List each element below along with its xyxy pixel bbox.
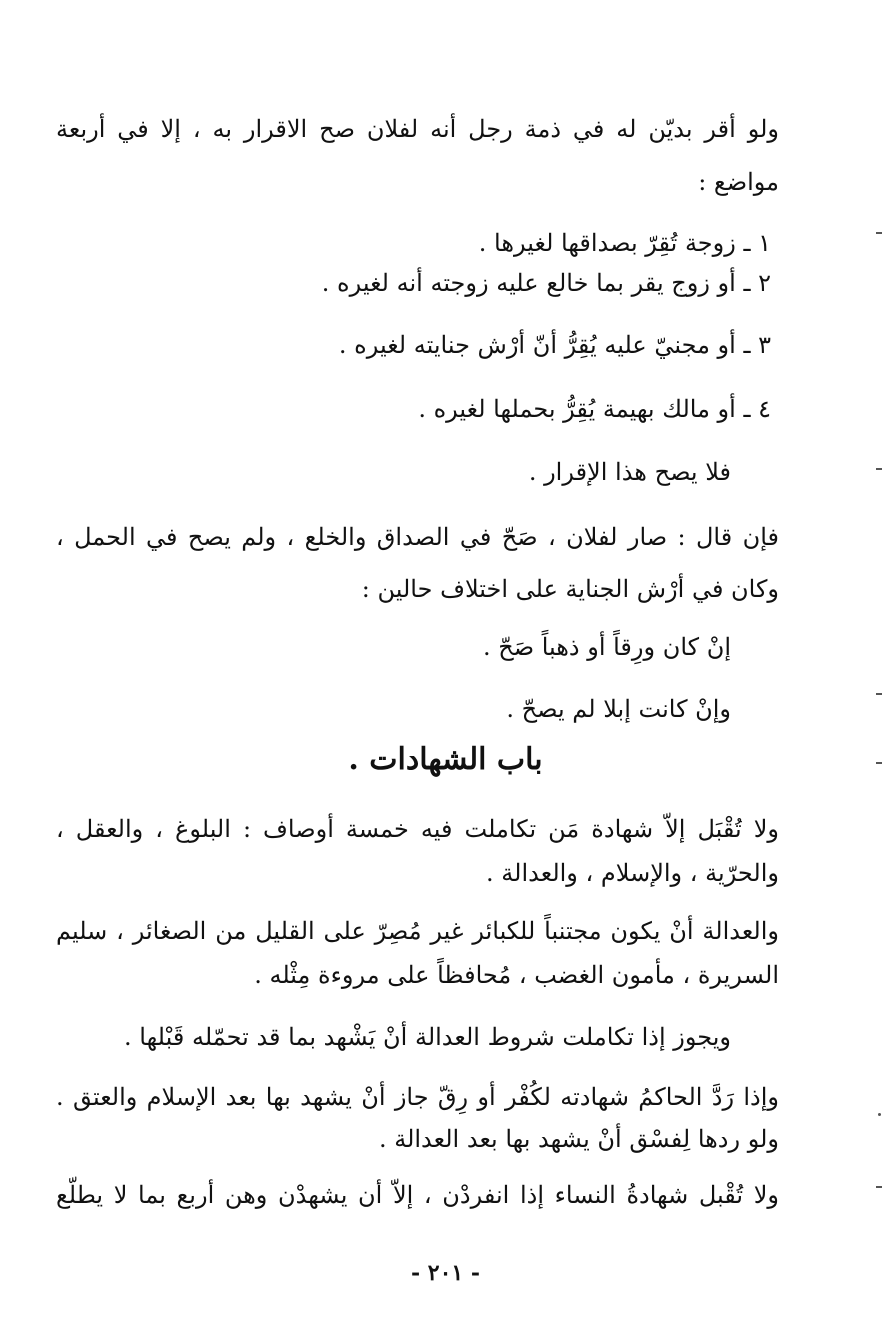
- list-item-4: ٤ ـ أو مالك بهيمة يُقِرُّ بحملها لغيره .: [418, 395, 771, 423]
- paragraph-3-line-1: ولا تُقْبَل إلاّ شهادة مَن تكاملت فيه خمسة أوصاف : البلوغ ، والعقل ،: [56, 815, 780, 843]
- margin-mark: [876, 468, 882, 470]
- paragraph-4-line-1: والعدالة أنْ يكون مجتنباً للكبائر غير مُصِرّ على القليل من الصغائر ، سليم: [56, 917, 779, 945]
- margin-mark: [878, 1113, 881, 1116]
- paragraph-4-line-2: السريرة ، مأمون الغضب ، مُحافظاً على مروءة مِثْله .: [254, 961, 779, 989]
- paragraph-1-line-2: مواضع :: [698, 168, 779, 196]
- margin-mark: [876, 1186, 882, 1188]
- list-item-3: ٣ ـ أو مجنيّ عليه يُقِرُّ أنّ أرْش جنايته لغيره .: [338, 331, 771, 359]
- paragraph-1-line-1: ولو أقر بديّن له في ذمة رجل أنه لفلان صح الاقرار به ، إلا في أربعة: [56, 115, 779, 143]
- list-item-1: ١ ـ زوجة تُقِرّ بصداقها لغيرها .: [478, 229, 771, 257]
- case-1-line: إنْ كان ورِقاً أو ذهباً صَحّ .: [482, 633, 731, 661]
- page-number: - ٢٠١ -: [410, 1260, 481, 1286]
- margin-mark: [876, 232, 882, 234]
- section-heading: باب الشهادات .: [348, 742, 543, 777]
- paragraph-6-line-1: وإذا رَدَّ الحاكمُ شهادته لكُفْر أو رِقّ جاز أنْ يشهد بها بعد الإسلام والعتق .: [56, 1083, 779, 1111]
- paragraph-2-line-1: فإن قال : صار لفلان ، صَحّ في الصداق والخلع ، ولم يصح في الحمل ،: [56, 523, 779, 551]
- paragraph-7-line: ولا تُقْبل شهادةُ النساء إذا انفردْن ، إلاّ أن يشهدْن وهن أربع بما لا يطلّع: [56, 1181, 779, 1209]
- paragraph-6-line-2: ولو ردها لِفسْق أنْ يشهد بها بعد العدالة .: [378, 1125, 779, 1153]
- case-2-line: وإنْ كانت إبلا لم يصحّ .: [506, 695, 731, 723]
- list-item-2: ٢ ـ أو زوج يقر بما خالع عليه زوجته أنه لغيره .: [321, 269, 771, 297]
- paragraph-3-line-2: والحرّية ، والإسلام ، والعدالة .: [486, 859, 779, 887]
- margin-mark: [876, 762, 882, 764]
- paragraph-2-line-2: وكان في أرْش الجناية على اختلاف حالين :: [361, 575, 779, 603]
- paragraph-5-line: ويجوز إذا تكاملت شروط العدالة أنْ يَشْهد بما قد تحمّله قَبْلها .: [124, 1023, 731, 1051]
- conclusion-line: فلا يصح هذا الإقرار .: [528, 458, 731, 486]
- margin-mark: [876, 693, 882, 695]
